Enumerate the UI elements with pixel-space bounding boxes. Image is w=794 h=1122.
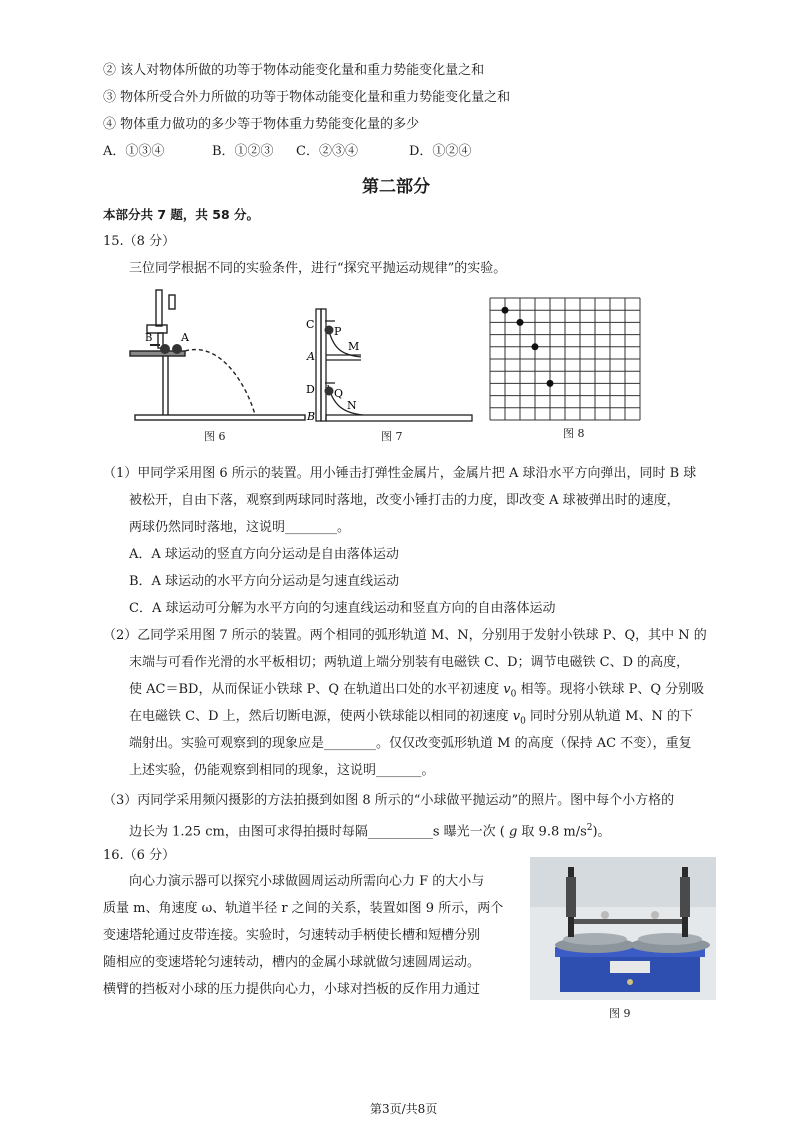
- q15-p3-line2: 边长为 1.25 cm，由图可求得拍摄时每隔__________s 曝光一次 ( g 取 9.8 $m/s^2$)。: [129, 823, 611, 840]
- fig9-caption: 图 9: [609, 1007, 631, 1020]
- q15-intro: 三位同学根据不同的实验条件，进行“探究平抛运动规律”的实验。: [129, 261, 507, 276]
- flash-dot: [502, 307, 509, 314]
- fig7-label-m: M: [348, 340, 360, 353]
- q15-p2-line2: 末端与可看作光滑的水平板相切；两轨道上端分别装有电磁铁 C、D；调节电磁铁 C、D 的高度，: [129, 655, 690, 670]
- q15-p1-line2: 被松开，自由下落，观察到两球同时落地，改变小锤打击的力度，即改变 A 球被弹出时的速度，: [129, 493, 680, 508]
- flash-dot: [517, 319, 524, 326]
- fig7-label-c: C: [306, 318, 315, 331]
- q15-p2-line1: （2）乙同学采用图 7 所示的装置。两个相同的弧形轨道 M、N，分别用于发射小铁球 P、Q，其中 N 的: [103, 628, 707, 643]
- flash-dot: [547, 380, 554, 387]
- fig6-label-a: A: [181, 331, 189, 344]
- fig7-caption: 图 7: [381, 430, 403, 443]
- fig7-label-b: B: [307, 410, 316, 423]
- q15-p2-line5: 端射出。实验可观察到的现象应是________。仅仅改变弧形轨道 M 的高度（保持 AC 不变），重复: [129, 736, 692, 751]
- fig7-label-d: D: [306, 383, 315, 396]
- q15-p2-line4: 在电磁铁 C、D 上，然后切断电源，使两小铁球能以相同的初速度 $v_0$ 同时分别从轨道 M、N 的下: [129, 709, 693, 727]
- statement-2: ② 该人对物体所做的功等于物体动能变化量和重力势能变化量之和: [103, 63, 485, 78]
- figure-7: [303, 305, 475, 425]
- statement-4: ④ 物体重力做功的多少等于物体重力势能变化量的多少: [103, 117, 420, 132]
- figure-8: [489, 297, 641, 423]
- figure-9-photo: [530, 857, 716, 1000]
- q15-p2-line3: 使 AC＝BD，从而保证小铁球 P、Q 在轨道出口处的水平初速度 $v_0$ 相等。现将小铁球 P、Q 分别吸: [129, 682, 705, 700]
- q16-number: 16.（6 分）: [103, 848, 176, 863]
- flash-dot: [532, 343, 539, 350]
- fig6-label-b: B: [145, 333, 153, 344]
- option-a: A．①③④: [103, 144, 165, 159]
- q15-p1-line3: 两球仍然同时落地，这说明________。: [129, 520, 351, 535]
- q16-line3: 变速塔轮通过皮带连接。实验时，匀速转动手柄使长槽和短槽分别: [103, 928, 481, 943]
- q16-line4: 随相应的变速塔轮匀速转动，槽内的金属小球就做匀速圆周运动。: [103, 955, 481, 970]
- section-description: 本部分共 7 题，共 58 分。: [103, 207, 260, 222]
- q15-p1-option-c: C．A 球运动可分解为水平方向的匀速直线运动和竖直方向的自由落体运动: [129, 601, 556, 616]
- option-d: D．①②④: [409, 144, 472, 159]
- q15-number: 15.（8 分）: [103, 234, 176, 249]
- q15-p2-line6: 上述实验，仍能观察到相同的现象，这说明_______。: [129, 763, 435, 778]
- fig7-label-p: P: [334, 325, 342, 338]
- fig7-label-n: N: [347, 399, 357, 412]
- q15-p1-option-b: B．A 球运动的水平方向分运动是匀速直线运动: [129, 574, 400, 589]
- q15-p3-line1: （3）丙同学采用频闪摄影的方法拍摄到如图 8 所示的“小球做平抛运动”的照片。图中每个小方格的: [103, 793, 675, 808]
- fig7-label-a: A: [307, 350, 315, 363]
- option-b: B．①②③: [212, 144, 274, 159]
- option-c: C．②③④: [296, 144, 358, 159]
- page-footer: 第3页/共8页: [370, 1102, 438, 1116]
- statement-3: ③ 物体所受合外力所做的功等于物体动能变化量和重力势能变化量之和: [103, 90, 511, 105]
- fig8-caption: 图 8: [563, 427, 585, 440]
- fig7-label-q: Q: [334, 387, 344, 400]
- q16-line2: 质量 m、角速度 ω、轨道半径 r 之间的关系，装置如图 9 所示，两个: [103, 901, 504, 916]
- fig6-caption: 图 6: [204, 430, 226, 443]
- q16-line1: 向心力演示器可以探究小球做圆周运动所需向心力 F 的大小与: [129, 874, 485, 889]
- q15-p1-line1: （1）甲同学采用图 6 所示的装置。用小锤击打弹性金属片，金属片把 A 球沿水平方向弹出，同时 B 球: [103, 466, 697, 481]
- figure-6: [125, 285, 310, 425]
- q16-line5: 横臂的挡板对小球的压力提供向心力，小球对挡板的反作用力通过: [103, 982, 481, 997]
- q15-p1-option-a: A．A 球运动的竖直方向分运动是自由落体运动: [129, 547, 399, 562]
- section-title: 第二部分: [362, 177, 430, 197]
